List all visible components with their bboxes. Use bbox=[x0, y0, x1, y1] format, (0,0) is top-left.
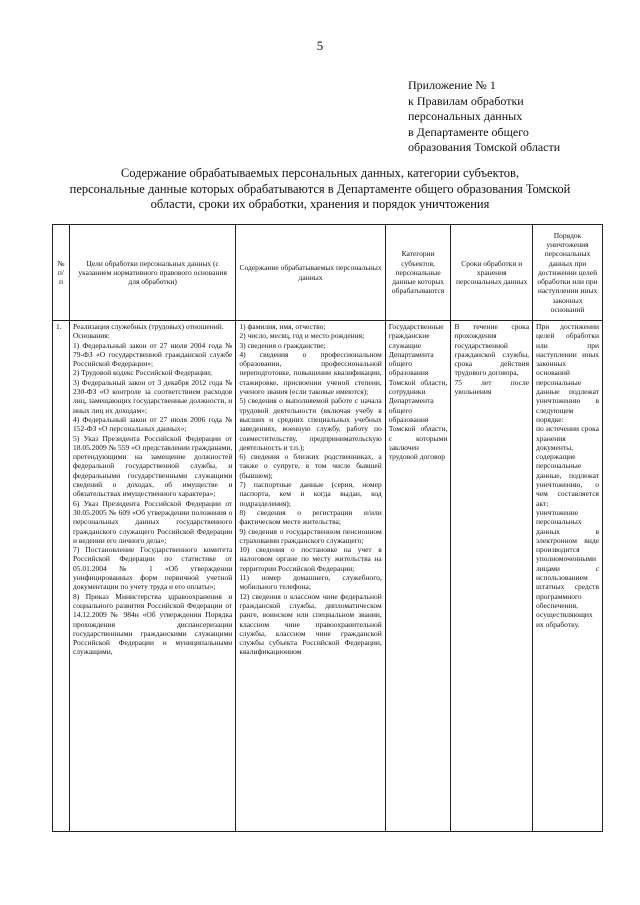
appendix-line: к Правилам обработки bbox=[408, 93, 524, 108]
table-row bbox=[53, 321, 603, 832]
header-content: Содержание обрабатываемых персональных данных bbox=[236, 225, 385, 321]
content-line: 7) паспортные данные (серия, номер паспорта, кем и когда выдан, код подразделения); bbox=[239, 480, 382, 508]
goal-line: 1) Федеральный закон от 27 июля 2004 года № 79-ФЗ «О государственной гражданской службе Российской Федерации»; bbox=[72, 340, 233, 369]
title-line: области, сроки их обработки, хранения и порядок уничтожения bbox=[150, 197, 490, 211]
header-goal: Цели обработки персональных данных (с указанием нормативного правового основания для обработки) bbox=[69, 225, 235, 321]
cell-content bbox=[236, 321, 385, 832]
term-line: В течение срока прохождения государственной гражданской службы, срока действия трудового договора, bbox=[454, 322, 530, 378]
header-category: Категории субъектов, персональные данные которых обрабатываются bbox=[385, 225, 451, 321]
header-order: Порядок уничтожения персональных данных при достижении целей обработки или при наступлении иных законных оснований bbox=[533, 225, 603, 321]
order-line: по истечении срока хранения документы, содержащие персональные данные, подлежат уничтожению, о чем составляется акт; bbox=[536, 424, 599, 508]
order-line: При достижении целей обработки или при наступлении иных законных оснований персональные данные подлежат уничтожению в следующем порядке: bbox=[536, 322, 599, 424]
cell-num: 1. bbox=[53, 321, 70, 832]
term-line: 75 лет после увольнения bbox=[454, 377, 530, 397]
goal-line: 8) Приказ Министерства здравоохранения и социального развития Российской Федерации от 14.12.2009 № 984н «Об утверждении Порядка прохождения диспансеризации государственными гражданскими служащими Российской Федерации и муниципальными служащими, bbox=[72, 591, 233, 657]
goal-line: 3) Федеральный закон от 3 декабря 2012 года № 230-ФЗ «О контроле за соответствием расходов лиц, замещающих государственные должности, и иных лиц их доходам»; bbox=[72, 377, 233, 415]
order-line: уничтожение персональных данных в электронном виде производится уполномоченными лицами с использованием штатных средств программного обеспечения, осуществляющих их обработку. bbox=[536, 507, 599, 629]
page-number: 5 bbox=[316, 38, 324, 53]
content-line: 9) сведения о государственном пенсионном страховании гражданского служащего; bbox=[239, 526, 382, 545]
goal-line: 2) Трудовой кодекс Российской Федерации; bbox=[72, 368, 212, 378]
content-line: 12) сведения о классном чине федеральной гражданской службы, дипломатическом ранге, воинском или специальном звании, классном чине правоохранительной службы, классном чине гражданской службы субъекта Российской Федерации, квалификационном bbox=[239, 591, 382, 657]
content-line: 5) сведения о выполняемой работе с начала трудовой деятельности (включая учебу в высших и средних специальных учебных заведениях, военную службу, работу по совместительству, предпринимательскую деятельность и т.п.); bbox=[239, 396, 382, 452]
content-line: 10) сведения о постановке на учет в налоговом органе по месту жительства на территории Российской Федерации; bbox=[239, 545, 382, 573]
document-title bbox=[40, 166, 600, 213]
goal-line: 7) Постановление Государственного комитета Российской Федерации по статистике от 05.01.2004 № 1 «Об утверждении унифицированных форм первичной учетной документации по учету труда и его оплаты»; bbox=[72, 545, 233, 592]
cell-order bbox=[533, 321, 603, 832]
content-line: 3) сведения о гражданстве; bbox=[239, 340, 326, 350]
content-line: 4) сведения о профессиональном образовании, профессиональной переподготовке, повышении квалификации, стажировке, присвоении ученой степени, ученого звания (если таковые имеются); bbox=[239, 349, 382, 397]
content-line: 1) фамилия, имя, отчество; bbox=[239, 322, 326, 331]
title-line: персональные данные которых обрабатываются в Департаменте общего образования Томской bbox=[69, 181, 571, 196]
content-line: 6) сведения о близких родственниках, а также о супруге, в том числе бывшей (бывшем); bbox=[239, 452, 382, 480]
appendix-line: образования Томской области bbox=[408, 140, 561, 154]
cell-term bbox=[451, 321, 533, 832]
content-line: 2) число, месяц, год и место рождения; bbox=[239, 331, 365, 341]
header-num: № п/п bbox=[53, 225, 70, 321]
goal-line: Основания: bbox=[72, 331, 110, 341]
title-line: Содержание обрабатываемых персональных данных, категории субъектов, bbox=[120, 166, 520, 180]
goal-line: 6) Указ Президента Российской Федерации от 30.05.2005 № 609 «Об утверждении положения о персональных данных государственного гражданского служащего Российской Федерации и ведении его личного дела»; bbox=[72, 498, 233, 545]
appendix-line: в Департаменте общего bbox=[408, 124, 529, 139]
appendix-line: Приложение № 1 bbox=[408, 78, 496, 92]
content-line: 8) сведения о регистрации и/или фактическом месте жительства; bbox=[239, 507, 382, 527]
goal-line: 5) Указ Президента Российской Федерации от 18.05.2009 № 559 «О представлении гражданами, претендующими на замещение должностей федеральной государственной службы, и федеральными государственными служащими сведений о доходах, об имуществе и обязательствах имущественного характера»; bbox=[72, 433, 233, 499]
personal-data-table bbox=[52, 224, 603, 832]
cell-category: Государственные гражданские служащие Департамента общего образования Томской области, сотрудники Департамента общего образования Томской области, с которыми заключен трудовой договор bbox=[385, 321, 451, 832]
header-term: Сроки обработки и хранения персональных данных bbox=[451, 225, 533, 321]
cell-goal bbox=[69, 321, 235, 832]
appendix-line: персональных данных bbox=[408, 109, 523, 123]
table-header-row bbox=[53, 225, 603, 321]
content-line: 11) номер домашнего, служебного, мобильного телефона; bbox=[239, 573, 382, 592]
appendix-header bbox=[408, 78, 628, 156]
goal-line: Реализация служебных (трудовых) отношений. bbox=[72, 322, 224, 331]
goal-line: 4) Федеральный закон от 27 июля 2006 года № 152-ФЗ «О персональных данных»; bbox=[72, 414, 233, 434]
